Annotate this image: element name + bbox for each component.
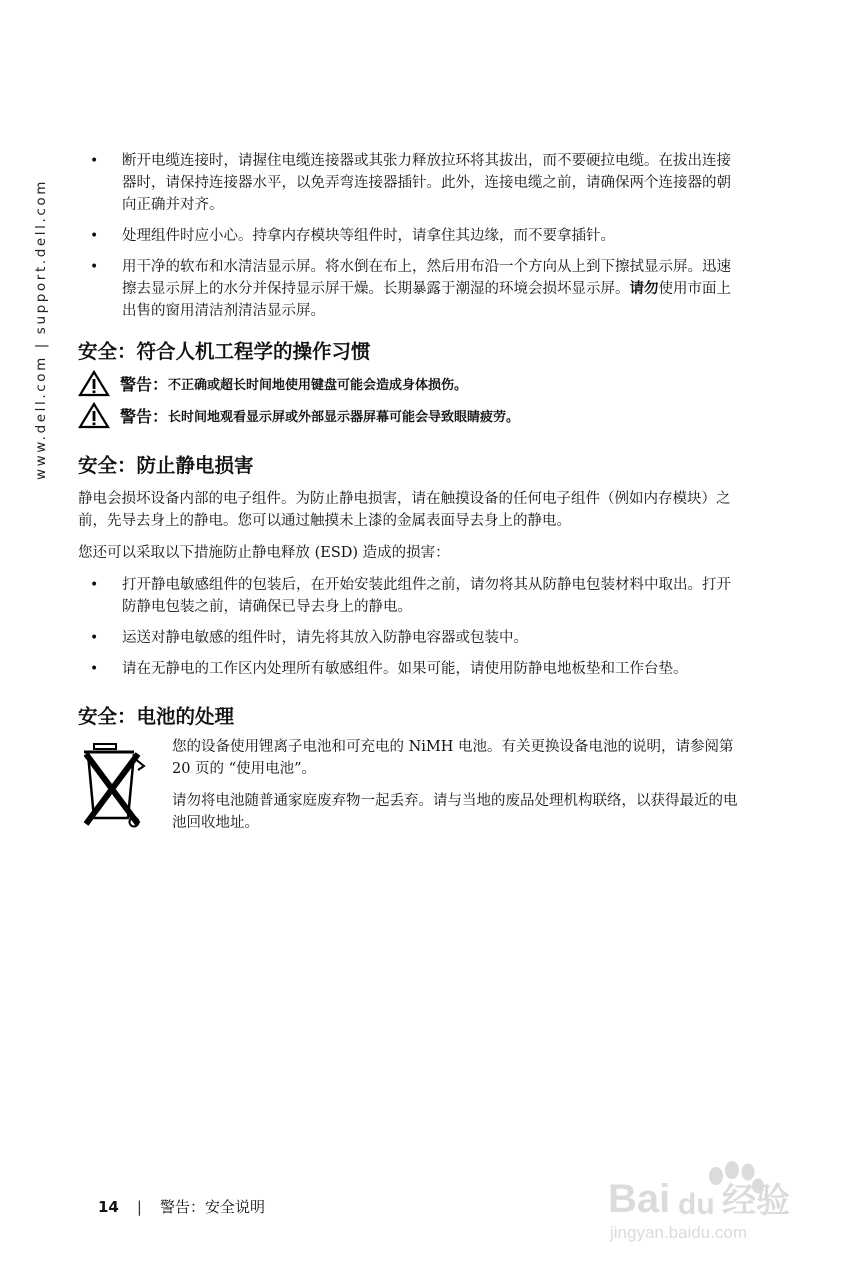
crossed-bin-icon <box>78 740 150 832</box>
warning-icon <box>78 370 110 397</box>
list-item: • 用干净的软布和水清洁显示屏。将水倒在布上，然后用布沿一个方向从上到下擦拭显示屏。迅速擦去显示屏上的水分并保持显示屏干燥。长期暴露于潮湿的环境会损坏显示屏。请勿使用市面上出售的窗用清洁剂清洁显示屏。 <box>78 256 738 322</box>
page-content <box>78 150 738 844</box>
handling-bullets <box>78 150 738 322</box>
svg-text:Bai: Bai <box>608 1177 671 1221</box>
footer-separator: | <box>136 1197 142 1216</box>
list-item: • 断开电缆连接时，请握住电缆连接器或其张力释放拉环将其拔出，而不要硬拉电缆。在拔出连接器时，请保持连接器水平，以免弄弯连接器插针。此外，连接电缆之前，请确保两个连接器的朝向正确并对齐。 <box>78 150 738 216</box>
warning-eye-strain: 警告： 长时间地观看显示屏或外部显示器屏幕可能会导致眼睛疲劳。 <box>78 401 738 429</box>
svg-text:du: du <box>678 1188 715 1221</box>
list-item: • 运送对静电敏感的组件时，请先将其放入防静电容器或包装中。 <box>78 627 738 649</box>
battery-section <box>78 736 738 844</box>
esd-heading: 安全：防止静电损害 <box>78 454 254 477</box>
battery-heading: 安全：电池的处理 <box>78 705 235 728</box>
ergonomics-heading: 安全：符合人机工程学的操作习惯 <box>78 340 371 363</box>
battery-text: 您的设备使用锂离子电池和可充电的 NiMH 电池。有关更换设备电池的说明，请参阅第 20 页的 “使用电池”。 请勿将电池随普通家庭废弃物一起丢弃。请与当地的废品处理机构联络，以获得最近的电池回收地址。 <box>172 739 738 831</box>
page-number: 14 <box>98 1197 119 1216</box>
warning-icon <box>78 402 110 429</box>
esd-bullets <box>78 574 738 680</box>
svg-text:jingyan.baidu.com: jingyan.baidu.com <box>610 1223 748 1242</box>
esd-paragraph: 您还可以采取以下措施防止静电释放 (ESD) 造成的损害： <box>78 545 450 561</box>
esd-paragraph: 静电会损坏设备内部的电子组件。为防止静电损害，请在触摸设备的任何电子组件（例如内存模块）之前，先导去身上的静电。您可以通过触摸未上漆的金属表面导去身上的静电。 <box>78 491 731 529</box>
page-footer <box>98 1196 265 1217</box>
svg-text:经验: 经验 <box>722 1181 790 1221</box>
footer-title: 警告：安全说明 <box>159 1198 265 1216</box>
list-item: • 请在无静电的工作区内处理所有敏感组件。如果可能，请使用防静电地板垫和工作台垫。 <box>78 658 738 680</box>
list-item: • 处理组件时应小心。持拿内存模块等组件时，请拿住其边缘，而不要拿插针。 <box>78 225 738 247</box>
baidu-jingyan-watermark <box>600 1150 820 1250</box>
side-url: www.dell.com | support.dell.com <box>33 178 49 480</box>
warning-keyboard: 警告： 不正确或超长时间地使用键盘可能会造成身体损伤。 <box>78 369 738 397</box>
list-item: • 打开静电敏感组件的包装后，在开始安装此组件之前，请勿将其从防静电包装材料中取出。打开防静电包装之前，请确保已导去身上的静电。 <box>78 574 738 618</box>
